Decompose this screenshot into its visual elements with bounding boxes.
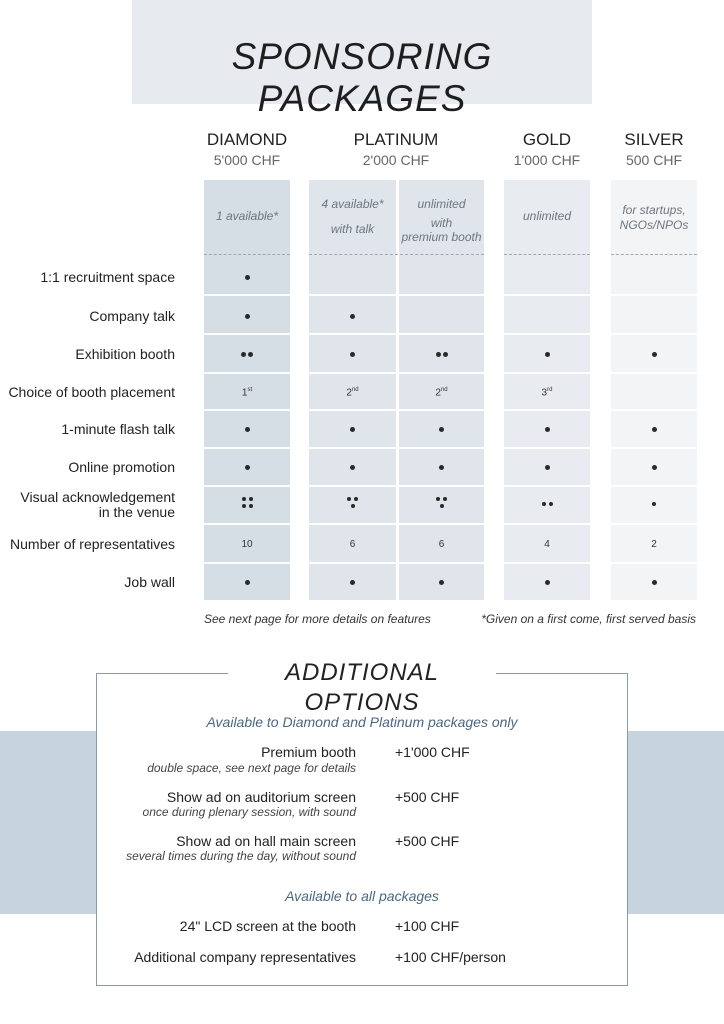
check-dot: [611, 349, 697, 360]
representatives-count: 4: [544, 539, 550, 550]
option-price: +100 CHF/person: [395, 949, 506, 965]
check-dot: [399, 577, 484, 588]
package-price: 500 CHF: [625, 152, 683, 168]
footnote-left: See next page for more details on features: [204, 612, 431, 626]
option-name: Show ad on auditorium screen: [166, 789, 356, 805]
option-name: Show ad on hall main screen: [176, 833, 356, 849]
page-title: SPONSORING PACKAGES: [231, 36, 493, 119]
option-description: double space, see next page for details: [147, 761, 356, 775]
option-name: 24" LCD screen at the booth: [179, 918, 356, 934]
feature-label: Choice of booth placement: [8, 384, 175, 400]
option-description: once during plenary session, with sound: [142, 805, 356, 819]
placement-value: 3rd: [541, 387, 553, 399]
row-divider: [204, 409, 697, 411]
divider: [204, 254, 290, 255]
check-dot: [309, 349, 396, 360]
check-dot: [611, 500, 697, 511]
check-dot: [399, 424, 484, 435]
placement-value: 2nd: [435, 387, 448, 399]
representatives-count: 2: [651, 539, 657, 550]
row-divider: [204, 562, 697, 564]
row-divider: [204, 372, 697, 374]
double-dot: [504, 500, 590, 511]
feature-label: Online promotion: [68, 459, 175, 475]
feature-label: Visual acknowledgement: [20, 489, 175, 505]
option-price: +500 CHF: [395, 833, 460, 849]
package-price: 2'000 CHF: [362, 152, 430, 168]
option-name: Premium booth: [261, 744, 356, 760]
title-box: [132, 0, 592, 119]
availability-note: for startups,: [622, 203, 686, 217]
availability-note: 1 available*: [215, 209, 279, 223]
check-dot: [611, 577, 697, 588]
section-heading: Available to Diamond and Platinum packages only: [206, 714, 518, 730]
silver-column: [611, 180, 697, 600]
double-dot: [399, 349, 484, 360]
check-dot: [309, 462, 396, 473]
check-dot: [204, 462, 290, 473]
triple-dot: [399, 497, 484, 511]
row-divider: [204, 294, 697, 296]
divider: [309, 254, 484, 255]
package-name: GOLD: [522, 130, 572, 149]
availability-note: with talk: [330, 222, 375, 236]
option-price: +1'000 CHF: [395, 744, 470, 760]
additional-options-title: ADDITIONAL OPTIONS: [228, 658, 496, 688]
check-dot: [399, 462, 484, 473]
representatives-count: 6: [438, 539, 445, 550]
feature-label: 1-minute flash talk: [61, 421, 175, 437]
availability-note: 4 available*: [321, 197, 384, 211]
placement-value: 2nd: [346, 387, 359, 399]
footnote-right: *Given on a first come, first served basis: [481, 612, 696, 626]
check-dot: [504, 462, 590, 473]
triple-dot: [309, 497, 396, 511]
availability-note: with: [430, 216, 453, 230]
option-price: +500 CHF: [395, 789, 460, 805]
package-name: DIAMOND: [206, 130, 288, 149]
availability-note: NGOs/NPOs: [619, 218, 689, 232]
check-dot: [309, 577, 396, 588]
section-heading: Available to all packages: [285, 888, 439, 904]
feature-label: Exhibition booth: [75, 346, 175, 362]
option-price: +100 CHF: [395, 918, 460, 934]
placement-value: 1st: [241, 387, 253, 399]
package-name: PLATINUM: [353, 130, 439, 149]
check-dot: [204, 272, 290, 283]
double-dot: [204, 349, 290, 360]
package-price: 5'000 CHF: [213, 152, 281, 168]
check-dot: [204, 311, 290, 322]
feature-label: in the venue: [98, 504, 175, 520]
feature-label: Number of representatives: [10, 536, 175, 552]
feature-label: 1:1 recruitment space: [40, 269, 175, 285]
check-dot: [611, 462, 697, 473]
availability-note: unlimited: [522, 209, 572, 223]
availability-note: unlimited: [417, 197, 466, 211]
check-dot: [309, 424, 396, 435]
row-divider: [204, 485, 697, 487]
row-divider: [204, 333, 697, 335]
representatives-count: 6: [349, 539, 356, 550]
feature-label: Job wall: [124, 574, 175, 590]
package-price: 1'000 CHF: [513, 152, 581, 168]
availability-note: premium booth: [401, 230, 482, 244]
check-dot: [504, 349, 590, 360]
check-dot: [204, 424, 290, 435]
check-dot: [504, 424, 590, 435]
representatives-count: 10: [241, 539, 253, 550]
option-name: Additional company representatives: [134, 949, 356, 965]
divider: [504, 254, 590, 255]
feature-label: Company talk: [89, 308, 175, 324]
check-dot: [204, 577, 290, 588]
divider: [611, 254, 697, 255]
check-dot: [504, 577, 590, 588]
package-name: SILVER: [624, 130, 684, 149]
option-description: several times during the day, without sound: [126, 849, 356, 863]
row-divider: [204, 447, 697, 449]
check-dot: [611, 424, 697, 435]
check-dot: [309, 311, 396, 322]
quad-dot: [204, 497, 290, 511]
row-divider: [204, 523, 697, 525]
